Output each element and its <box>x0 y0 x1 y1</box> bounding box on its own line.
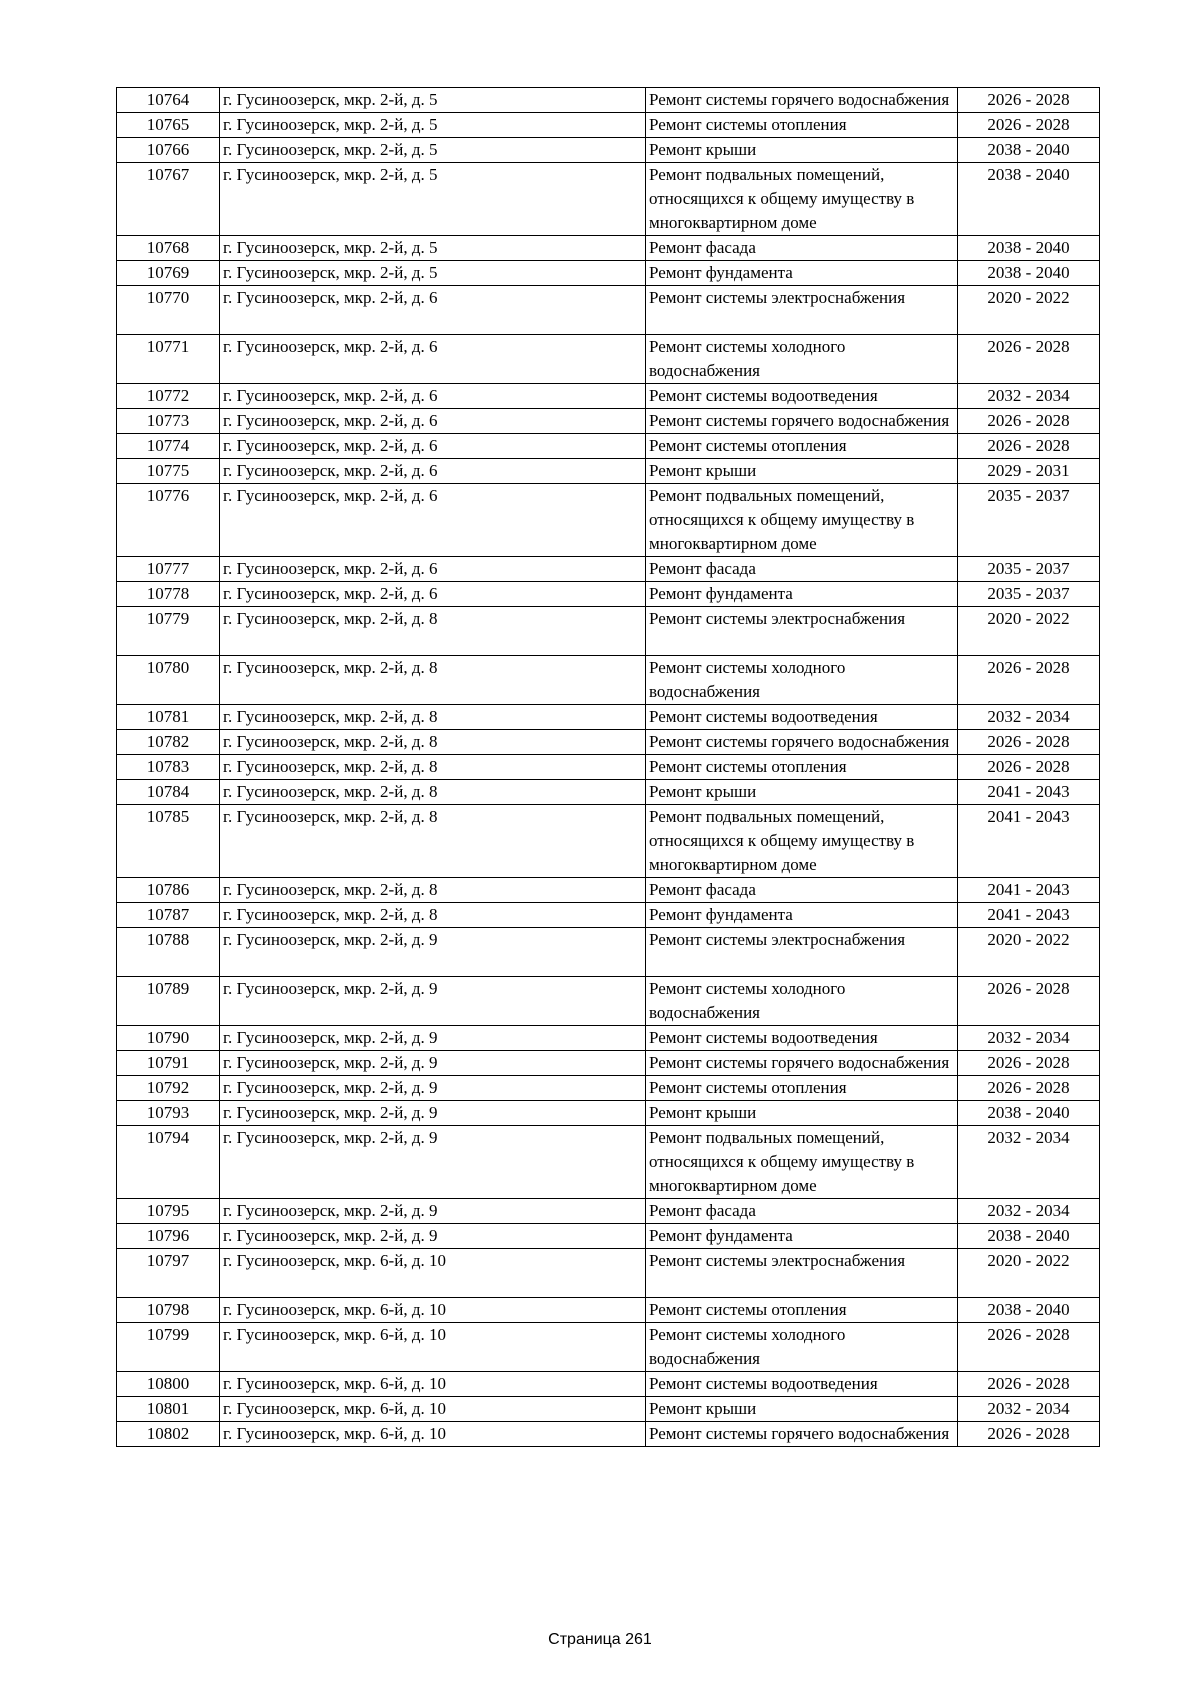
row-number-cell: 10775 <box>117 459 220 484</box>
table-row <box>117 1298 1100 1323</box>
period-cell: 2026 - 2028 <box>958 434 1100 459</box>
table-row <box>117 928 1100 977</box>
table-row <box>117 1076 1100 1101</box>
row-number-cell: 10774 <box>117 434 220 459</box>
work-type-cell: Ремонт подвальных помещений, относящихся к общему имуществу в многоквартирном доме <box>646 1126 958 1199</box>
period-cell: 2026 - 2028 <box>958 1076 1100 1101</box>
address-cell: г. Гусиноозерск, мкр. 2-й, д. 6 <box>220 582 646 607</box>
row-number-cell: 10783 <box>117 755 220 780</box>
row-number-cell: 10765 <box>117 113 220 138</box>
address-cell: г. Гусиноозерск, мкр. 2-й, д. 5 <box>220 138 646 163</box>
row-number-cell: 10781 <box>117 705 220 730</box>
period-cell: 2020 - 2022 <box>958 607 1100 656</box>
period-cell: 2026 - 2028 <box>958 1422 1100 1447</box>
row-number-cell: 10797 <box>117 1249 220 1298</box>
work-type-cell: Ремонт системы горячего водоснабжения <box>646 730 958 755</box>
row-number-cell: 10767 <box>117 163 220 236</box>
work-type-cell: Ремонт системы отопления <box>646 755 958 780</box>
period-cell: 2026 - 2028 <box>958 88 1100 113</box>
address-cell: г. Гусиноозерск, мкр. 2-й, д. 6 <box>220 434 646 459</box>
table-row <box>117 138 1100 163</box>
work-type-cell: Ремонт фундамента <box>646 1224 958 1249</box>
table-row <box>117 1397 1100 1422</box>
period-cell: 2038 - 2040 <box>958 261 1100 286</box>
table-row <box>117 878 1100 903</box>
work-type-cell: Ремонт системы горячего водоснабжения <box>646 1051 958 1076</box>
table-row <box>117 557 1100 582</box>
work-type-cell: Ремонт системы отопления <box>646 1298 958 1323</box>
address-cell: г. Гусиноозерск, мкр. 6-й, д. 10 <box>220 1372 646 1397</box>
row-number-cell: 10798 <box>117 1298 220 1323</box>
row-number-cell: 10787 <box>117 903 220 928</box>
work-type-cell: Ремонт фундамента <box>646 261 958 286</box>
address-cell: г. Гусиноозерск, мкр. 6-й, д. 10 <box>220 1323 646 1372</box>
period-cell: 2026 - 2028 <box>958 755 1100 780</box>
row-number-cell: 10773 <box>117 409 220 434</box>
period-cell: 2038 - 2040 <box>958 138 1100 163</box>
period-cell: 2029 - 2031 <box>958 459 1100 484</box>
row-number-cell: 10769 <box>117 261 220 286</box>
address-cell: г. Гусиноозерск, мкр. 6-й, д. 10 <box>220 1422 646 1447</box>
table-row <box>117 1372 1100 1397</box>
table-row <box>117 1422 1100 1447</box>
period-cell: 2020 - 2022 <box>958 928 1100 977</box>
address-cell: г. Гусиноозерск, мкр. 2-й, д. 8 <box>220 656 646 705</box>
period-cell: 2026 - 2028 <box>958 113 1100 138</box>
table-row <box>117 977 1100 1026</box>
table-row <box>117 1051 1100 1076</box>
work-type-cell: Ремонт системы отопления <box>646 434 958 459</box>
address-cell: г. Гусиноозерск, мкр. 6-й, д. 10 <box>220 1397 646 1422</box>
table-row <box>117 582 1100 607</box>
work-type-cell: Ремонт системы водоотведения <box>646 1026 958 1051</box>
period-cell: 2032 - 2034 <box>958 1199 1100 1224</box>
address-cell: г. Гусиноозерск, мкр. 2-й, д. 9 <box>220 1126 646 1199</box>
period-cell: 2020 - 2022 <box>958 1249 1100 1298</box>
address-cell: г. Гусиноозерск, мкр. 2-й, д. 8 <box>220 730 646 755</box>
row-number-cell: 10764 <box>117 88 220 113</box>
address-cell: г. Гусиноозерск, мкр. 2-й, д. 9 <box>220 1224 646 1249</box>
work-type-cell: Ремонт крыши <box>646 1397 958 1422</box>
period-cell: 2026 - 2028 <box>958 1323 1100 1372</box>
row-number-cell: 10794 <box>117 1126 220 1199</box>
period-cell: 2038 - 2040 <box>958 236 1100 261</box>
address-cell: г. Гусиноозерск, мкр. 2-й, д. 9 <box>220 977 646 1026</box>
table-row <box>117 607 1100 656</box>
address-cell: г. Гусиноозерск, мкр. 2-й, д. 5 <box>220 88 646 113</box>
work-type-cell: Ремонт системы холодного водоснабжения <box>646 1323 958 1372</box>
period-cell: 2020 - 2022 <box>958 286 1100 335</box>
address-cell: г. Гусиноозерск, мкр. 2-й, д. 8 <box>220 780 646 805</box>
work-type-cell: Ремонт системы электроснабжения <box>646 928 958 977</box>
address-cell: г. Гусиноозерск, мкр. 2-й, д. 9 <box>220 1076 646 1101</box>
period-cell: 2032 - 2034 <box>958 1026 1100 1051</box>
period-cell: 2035 - 2037 <box>958 582 1100 607</box>
table-row <box>117 705 1100 730</box>
row-number-cell: 10800 <box>117 1372 220 1397</box>
period-cell: 2041 - 2043 <box>958 903 1100 928</box>
work-type-cell: Ремонт крыши <box>646 780 958 805</box>
row-number-cell: 10772 <box>117 384 220 409</box>
table-row <box>117 88 1100 113</box>
period-cell: 2035 - 2037 <box>958 557 1100 582</box>
period-cell: 2035 - 2037 <box>958 484 1100 557</box>
work-type-cell: Ремонт системы холодного водоснабжения <box>646 977 958 1026</box>
period-cell: 2032 - 2034 <box>958 384 1100 409</box>
address-cell: г. Гусиноозерск, мкр. 2-й, д. 6 <box>220 286 646 335</box>
work-type-cell: Ремонт системы водоотведения <box>646 705 958 730</box>
row-number-cell: 10771 <box>117 335 220 384</box>
table-row <box>117 335 1100 384</box>
table-row <box>117 1126 1100 1199</box>
row-number-cell: 10784 <box>117 780 220 805</box>
address-cell: г. Гусиноозерск, мкр. 2-й, д. 8 <box>220 755 646 780</box>
period-cell: 2026 - 2028 <box>958 1051 1100 1076</box>
period-cell: 2026 - 2028 <box>958 656 1100 705</box>
work-type-cell: Ремонт системы водоотведения <box>646 384 958 409</box>
work-type-cell: Ремонт фасада <box>646 557 958 582</box>
table-row <box>117 163 1100 236</box>
table-row <box>117 261 1100 286</box>
period-cell: 2026 - 2028 <box>958 730 1100 755</box>
table-row <box>117 286 1100 335</box>
table-row <box>117 805 1100 878</box>
address-cell: г. Гусиноозерск, мкр. 2-й, д. 8 <box>220 903 646 928</box>
table-row <box>117 730 1100 755</box>
period-cell: 2026 - 2028 <box>958 409 1100 434</box>
period-cell: 2041 - 2043 <box>958 878 1100 903</box>
row-number-cell: 10766 <box>117 138 220 163</box>
address-cell: г. Гусиноозерск, мкр. 2-й, д. 6 <box>220 459 646 484</box>
row-number-cell: 10770 <box>117 286 220 335</box>
table-row <box>117 434 1100 459</box>
address-cell: г. Гусиноозерск, мкр. 2-й, д. 9 <box>220 1026 646 1051</box>
address-cell: г. Гусиноозерск, мкр. 2-й, д. 9 <box>220 1051 646 1076</box>
address-cell: г. Гусиноозерск, мкр. 2-й, д. 9 <box>220 928 646 977</box>
work-type-cell: Ремонт фундамента <box>646 903 958 928</box>
page-number: Страница 261 <box>548 1631 652 1648</box>
row-number-cell: 10796 <box>117 1224 220 1249</box>
work-type-cell: Ремонт системы холодного водоснабжения <box>646 656 958 705</box>
table-row <box>117 1199 1100 1224</box>
work-type-cell: Ремонт фасада <box>646 236 958 261</box>
period-cell: 2038 - 2040 <box>958 163 1100 236</box>
address-cell: г. Гусиноозерск, мкр. 2-й, д. 5 <box>220 236 646 261</box>
address-cell: г. Гусиноозерск, мкр. 2-й, д. 6 <box>220 484 646 557</box>
period-cell: 2038 - 2040 <box>958 1224 1100 1249</box>
work-type-cell: Ремонт фасада <box>646 878 958 903</box>
table-row <box>117 409 1100 434</box>
row-number-cell: 10780 <box>117 656 220 705</box>
table-body <box>117 88 1100 1447</box>
row-number-cell: 10788 <box>117 928 220 977</box>
work-type-cell: Ремонт подвальных помещений, относящихся к общему имуществу в многоквартирном доме <box>646 805 958 878</box>
work-type-cell: Ремонт крыши <box>646 138 958 163</box>
period-cell: 2026 - 2028 <box>958 977 1100 1026</box>
address-cell: г. Гусиноозерск, мкр. 2-й, д. 8 <box>220 607 646 656</box>
table-row <box>117 236 1100 261</box>
row-number-cell: 10795 <box>117 1199 220 1224</box>
period-cell: 2032 - 2034 <box>958 1126 1100 1199</box>
address-cell: г. Гусиноозерск, мкр. 6-й, д. 10 <box>220 1298 646 1323</box>
table-row <box>117 1249 1100 1298</box>
table-row <box>117 1026 1100 1051</box>
table-row <box>117 903 1100 928</box>
address-cell: г. Гусиноозерск, мкр. 2-й, д. 5 <box>220 261 646 286</box>
table-row <box>117 484 1100 557</box>
row-number-cell: 10793 <box>117 1101 220 1126</box>
work-type-cell: Ремонт системы электроснабжения <box>646 1249 958 1298</box>
address-cell: г. Гусиноозерск, мкр. 2-й, д. 6 <box>220 384 646 409</box>
period-cell: 2038 - 2040 <box>958 1298 1100 1323</box>
address-cell: г. Гусиноозерск, мкр. 2-й, д. 6 <box>220 409 646 434</box>
work-type-cell: Ремонт системы горячего водоснабжения <box>646 409 958 434</box>
work-type-cell: Ремонт подвальных помещений, относящихся к общему имуществу в многоквартирном доме <box>646 163 958 236</box>
address-cell: г. Гусиноозерск, мкр. 2-й, д. 9 <box>220 1101 646 1126</box>
row-number-cell: 10778 <box>117 582 220 607</box>
row-number-cell: 10786 <box>117 878 220 903</box>
row-number-cell: 10790 <box>117 1026 220 1051</box>
work-type-cell: Ремонт системы холодного водоснабжения <box>646 335 958 384</box>
table-row <box>117 656 1100 705</box>
table-row <box>117 384 1100 409</box>
row-number-cell: 10791 <box>117 1051 220 1076</box>
row-number-cell: 10776 <box>117 484 220 557</box>
address-cell: г. Гусиноозерск, мкр. 6-й, д. 10 <box>220 1249 646 1298</box>
work-type-cell: Ремонт крыши <box>646 459 958 484</box>
row-number-cell: 10779 <box>117 607 220 656</box>
table-row <box>117 1323 1100 1372</box>
row-number-cell: 10789 <box>117 977 220 1026</box>
work-type-cell: Ремонт системы горячего водоснабжения <box>646 1422 958 1447</box>
work-type-cell: Ремонт системы электроснабжения <box>646 286 958 335</box>
work-type-cell: Ремонт системы отопления <box>646 1076 958 1101</box>
address-cell: г. Гусиноозерск, мкр. 2-й, д. 5 <box>220 113 646 138</box>
row-number-cell: 10801 <box>117 1397 220 1422</box>
row-number-cell: 10792 <box>117 1076 220 1101</box>
period-cell: 2041 - 2043 <box>958 780 1100 805</box>
work-type-cell: Ремонт фасада <box>646 1199 958 1224</box>
row-number-cell: 10777 <box>117 557 220 582</box>
period-cell: 2026 - 2028 <box>958 335 1100 384</box>
period-cell: 2038 - 2040 <box>958 1101 1100 1126</box>
table-row <box>117 113 1100 138</box>
table-row <box>117 780 1100 805</box>
repair-schedule-table <box>116 87 1100 1447</box>
row-number-cell: 10785 <box>117 805 220 878</box>
row-number-cell: 10782 <box>117 730 220 755</box>
address-cell: г. Гусиноозерск, мкр. 2-й, д. 6 <box>220 557 646 582</box>
table-row <box>117 1101 1100 1126</box>
address-cell: г. Гусиноозерск, мкр. 2-й, д. 5 <box>220 163 646 236</box>
address-cell: г. Гусиноозерск, мкр. 2-й, д. 8 <box>220 705 646 730</box>
table-row <box>117 459 1100 484</box>
period-cell: 2026 - 2028 <box>958 1372 1100 1397</box>
work-type-cell: Ремонт системы отопления <box>646 113 958 138</box>
work-type-cell: Ремонт крыши <box>646 1101 958 1126</box>
address-cell: г. Гусиноозерск, мкр. 2-й, д. 8 <box>220 878 646 903</box>
table-row <box>117 755 1100 780</box>
address-cell: г. Гусиноозерск, мкр. 2-й, д. 8 <box>220 805 646 878</box>
work-type-cell: Ремонт фундамента <box>646 582 958 607</box>
work-type-cell: Ремонт системы водоотведения <box>646 1372 958 1397</box>
row-number-cell: 10768 <box>117 236 220 261</box>
period-cell: 2032 - 2034 <box>958 1397 1100 1422</box>
period-cell: 2032 - 2034 <box>958 705 1100 730</box>
work-type-cell: Ремонт системы электроснабжения <box>646 607 958 656</box>
address-cell: г. Гусиноозерск, мкр. 2-й, д. 9 <box>220 1199 646 1224</box>
work-type-cell: Ремонт подвальных помещений, относящихся к общему имуществу в многоквартирном доме <box>646 484 958 557</box>
period-cell: 2041 - 2043 <box>958 805 1100 878</box>
table-row <box>117 1224 1100 1249</box>
row-number-cell: 10799 <box>117 1323 220 1372</box>
row-number-cell: 10802 <box>117 1422 220 1447</box>
address-cell: г. Гусиноозерск, мкр. 2-й, д. 6 <box>220 335 646 384</box>
work-type-cell: Ремонт системы горячего водоснабжения <box>646 88 958 113</box>
